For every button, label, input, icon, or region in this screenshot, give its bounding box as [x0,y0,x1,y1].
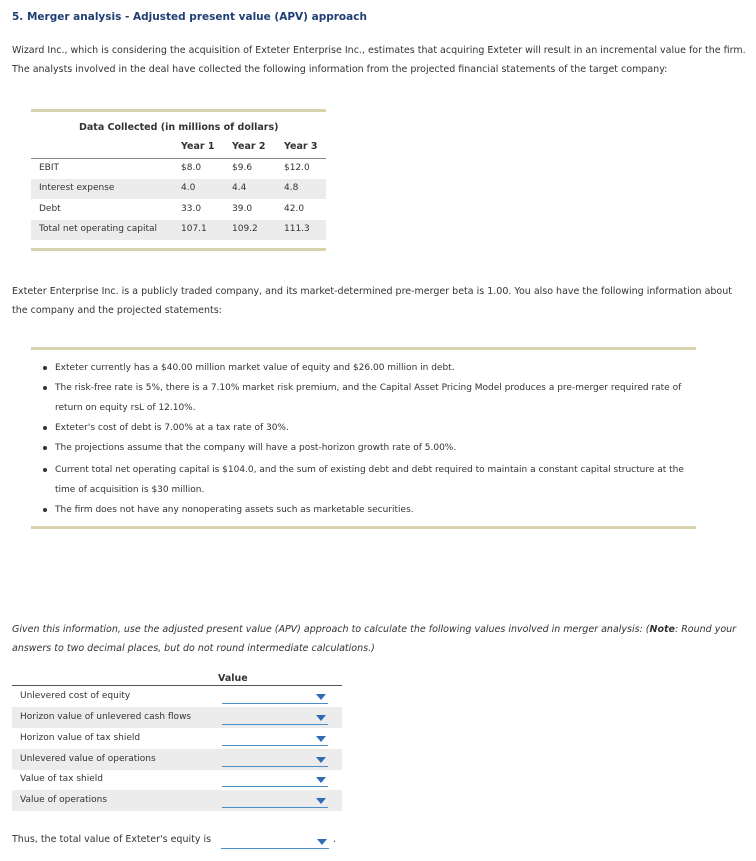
dropdown-arrow-icon [316,757,326,763]
answer-label: Value of tax shield [20,774,103,784]
answer-label: Unlevered value of operations [20,754,156,764]
bullet-text: The projections assume that the company will have a post-horizon growth rate of 5.00%. [55,443,457,453]
dropdown-arrow-icon [316,694,326,700]
table-row [31,159,326,179]
year-header: Year 2 [232,141,266,152]
data-table-title: Data Collected (in millions of dollars) [79,122,279,133]
cell-value: 4.8 [284,183,299,193]
page-title: 5. Merger analysis - Adjusted present value (APV) approach [12,11,367,23]
note-text: : Round your answers to two decimal places, but do not round intermediate calculations.) [12,624,737,654]
final-period: . [333,834,337,845]
value-dropdown[interactable] [222,792,328,808]
row-label: Interest expense [39,183,115,193]
final-question-text: Thus, the total value of Exteter's equity is [12,834,212,845]
answer-label: Horizon value of tax shield [20,733,141,743]
row-label: EBIT [39,163,60,173]
list-item [43,460,693,500]
row-label: Total net operating capital [39,224,158,234]
table-row [31,179,326,199]
bullet-icon [43,446,47,450]
info-box [31,347,696,529]
cell-value: 4.0 [181,183,196,193]
table-row [31,200,326,220]
dropdown-arrow-icon [316,715,326,721]
bullet-icon [43,426,47,430]
value-dropdown[interactable] [222,709,328,725]
cell-value: 39.0 [232,204,253,214]
cell-value: $8.0 [181,163,202,173]
value-dropdown[interactable] [222,688,328,704]
value-dropdown[interactable] [222,771,328,787]
dropdown-arrow-icon [317,839,327,845]
bullet-text: The firm does not have any nonoperating assets such as marketable securities. [55,505,414,515]
cell-value: 109.2 [232,224,258,234]
cell-value: 107.1 [181,224,207,234]
dropdown-arrow-icon [316,798,326,804]
bullet-icon [43,366,47,370]
answer-row [12,769,342,790]
bullet-text: The risk-free rate is 5%, there is a 7.10% market risk premium, and the Capital Asset Pricing Model produces a pre-merger required rate of return on equity rsL of 12.10%. [55,383,682,413]
answer-row [12,707,342,728]
equity-value-dropdown[interactable] [221,833,329,849]
answer-label: Unlevered cost of equity [20,691,131,701]
list-item [43,500,693,520]
answer-label: Horizon value of unlevered cash flows [20,712,192,722]
bullet-icon [43,468,47,472]
cell-value: 42.0 [284,204,305,214]
data-table [31,109,326,251]
year-header: Year 1 [181,141,215,152]
bullet-icon [43,508,47,512]
table-row [31,220,326,240]
cell-value: 33.0 [181,204,202,214]
bullet-icon [43,386,47,390]
list-item [43,358,693,378]
note-label: Note [649,624,675,635]
cell-value: $9.6 [232,163,253,173]
list-item [43,378,693,418]
instructions-text [12,620,748,658]
value-dropdown[interactable] [222,751,328,767]
bullet-text: Current total net operating capital is $104.0, and the sum of existing debt and debt required to maintain a constant capital structure at the time of acquisition is $30 million. [55,465,684,495]
company-text: Exteter Enterprise Inc. is a publicly traded company, and its market-determined pre-merger beta is 1.00. You also have the following information about the company and the projected statements: [12,286,732,316]
value-dropdown[interactable] [222,730,328,746]
cell-value: 4.4 [232,183,247,193]
cell-value: $12.0 [284,163,310,173]
answer-row [12,686,342,707]
bullet-text: Exteter currently has a $40.00 million market value of equity and $26.00 million in debt. [55,363,455,373]
intro-text: Wizard Inc., which is considering the acquisition of Exteter Enterprise Inc., estimates that acquiring Exteter will result in an incremental value for the firm. The analysts involved in the deal have collected the following information from the projected financial statements of the target company: [12,45,746,75]
answer-row [12,728,342,749]
value-column-header: Value [218,673,248,684]
answer-row [12,790,342,811]
bullet-text: Exteter's cost of debt is 7.00% at a tax rate of 30%. [55,423,289,433]
dropdown-arrow-icon [316,736,326,742]
year-header: Year 3 [284,141,318,152]
dropdown-arrow-icon [316,777,326,783]
answer-row [12,749,342,770]
answer-label: Value of operations [20,795,108,805]
cell-value: 111.3 [284,224,310,234]
list-item [43,418,693,438]
row-label: Debt [39,204,61,214]
list-item [43,438,693,458]
instructions-main: Given this information, use the adjusted present value (APV) approach to calculate the following values involved in merger analysis: ( [12,624,650,635]
